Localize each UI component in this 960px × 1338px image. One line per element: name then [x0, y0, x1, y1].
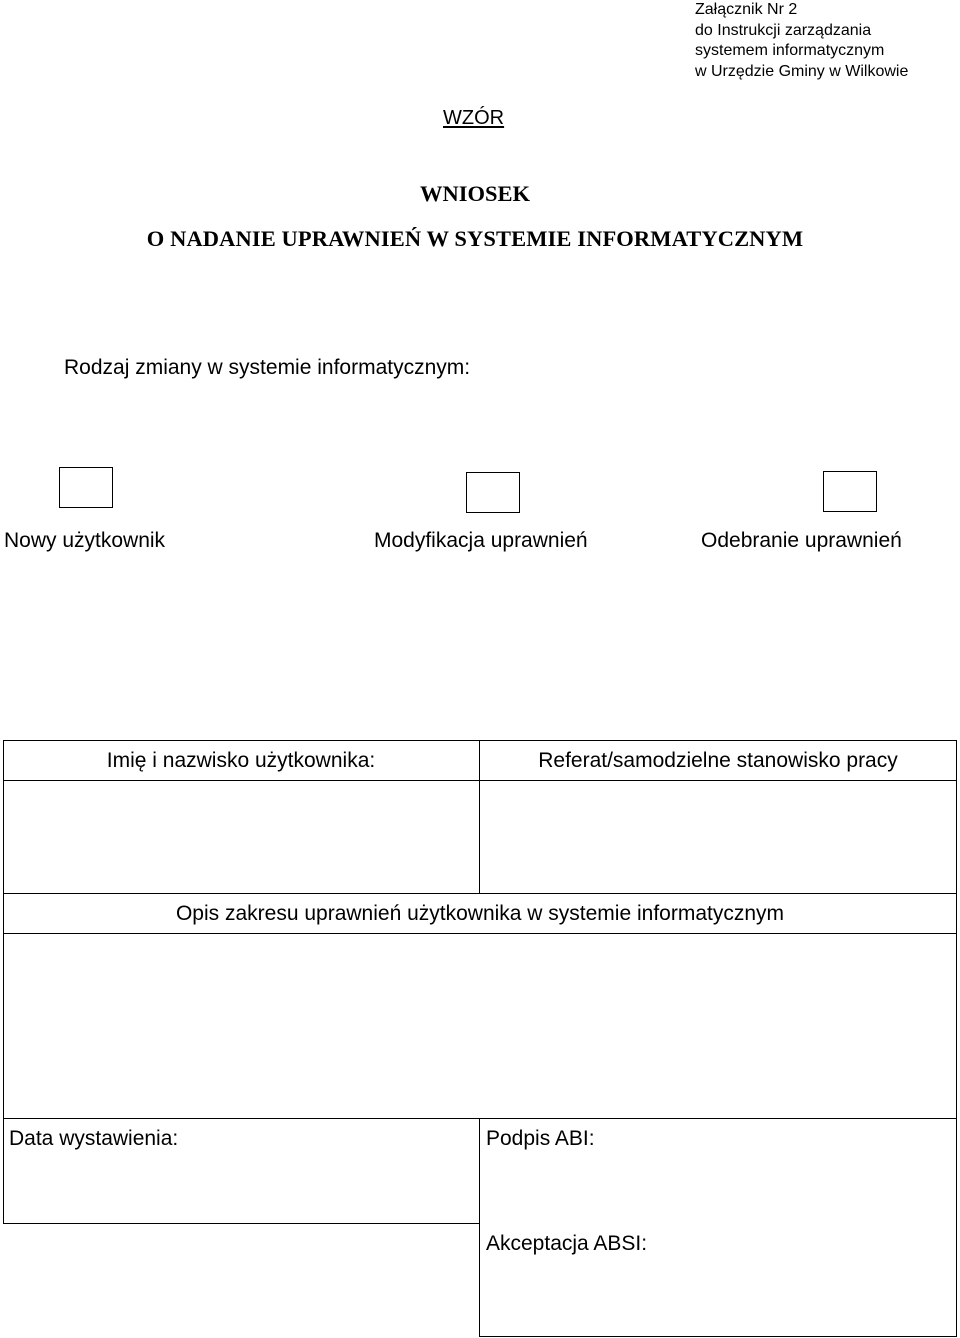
- annex-line-4: w Urzędzie Gminy w Wilkowie: [695, 62, 909, 80]
- department-header: Referat/samodzielne stanowisko pracy: [538, 749, 898, 772]
- modify-permissions-checkbox[interactable]: [466, 472, 520, 513]
- modify-permissions-label: Modyfikacja uprawnień: [374, 529, 588, 552]
- department-field[interactable]: [480, 781, 956, 893]
- table-border-bottom: [479, 1336, 957, 1337]
- user-name-field[interactable]: [4, 781, 479, 893]
- new-user-label: Nowy użytkownik: [4, 529, 166, 552]
- revoke-permissions-label: Odebranie uprawnień: [701, 529, 902, 552]
- annex-line-3: systemem informatycznym: [695, 42, 885, 59]
- template-label: WZÓR: [443, 107, 505, 129]
- new-user-checkbox[interactable]: [59, 467, 113, 508]
- table-border-right: [956, 740, 957, 1337]
- document-title: WNIOSEK: [419, 181, 531, 206]
- annex-header: [695, 0, 908, 82]
- table-border-top: [3, 740, 957, 741]
- document-subtitle: O NADANIE UPRAWNIEŃ W SYSTEMIE INFORMATYCZNYM: [146, 226, 804, 251]
- annex-line-1: Załącznik Nr 2: [695, 1, 798, 18]
- revoke-permissions-checkbox[interactable]: [823, 471, 877, 512]
- permission-scope-field[interactable]: [4, 934, 956, 1118]
- table-divider: [3, 1223, 480, 1224]
- permission-scope-header: Opis zakresu uprawnień użytkownika w systemie informatycznym: [175, 902, 785, 925]
- annex-line-2: do Instrukcji zarządzania: [695, 21, 872, 39]
- issue-date-label: Data wystawienia:: [9, 1127, 179, 1150]
- absi-acceptance-label: Akceptacja ABSI:: [486, 1232, 648, 1255]
- abi-signature-label: Podpis ABI:: [486, 1127, 595, 1150]
- issue-date-field[interactable]: [4, 1153, 479, 1223]
- table-divider: [3, 1118, 957, 1119]
- table-divider: [3, 893, 957, 894]
- change-type-label: Rodzaj zmiany w systemie informatycznym:: [64, 356, 471, 379]
- absi-acceptance-field[interactable]: [480, 1260, 956, 1336]
- abi-signature-field[interactable]: [480, 1153, 956, 1223]
- user-name-header: Imię i nazwisko użytkownika:: [106, 749, 376, 772]
